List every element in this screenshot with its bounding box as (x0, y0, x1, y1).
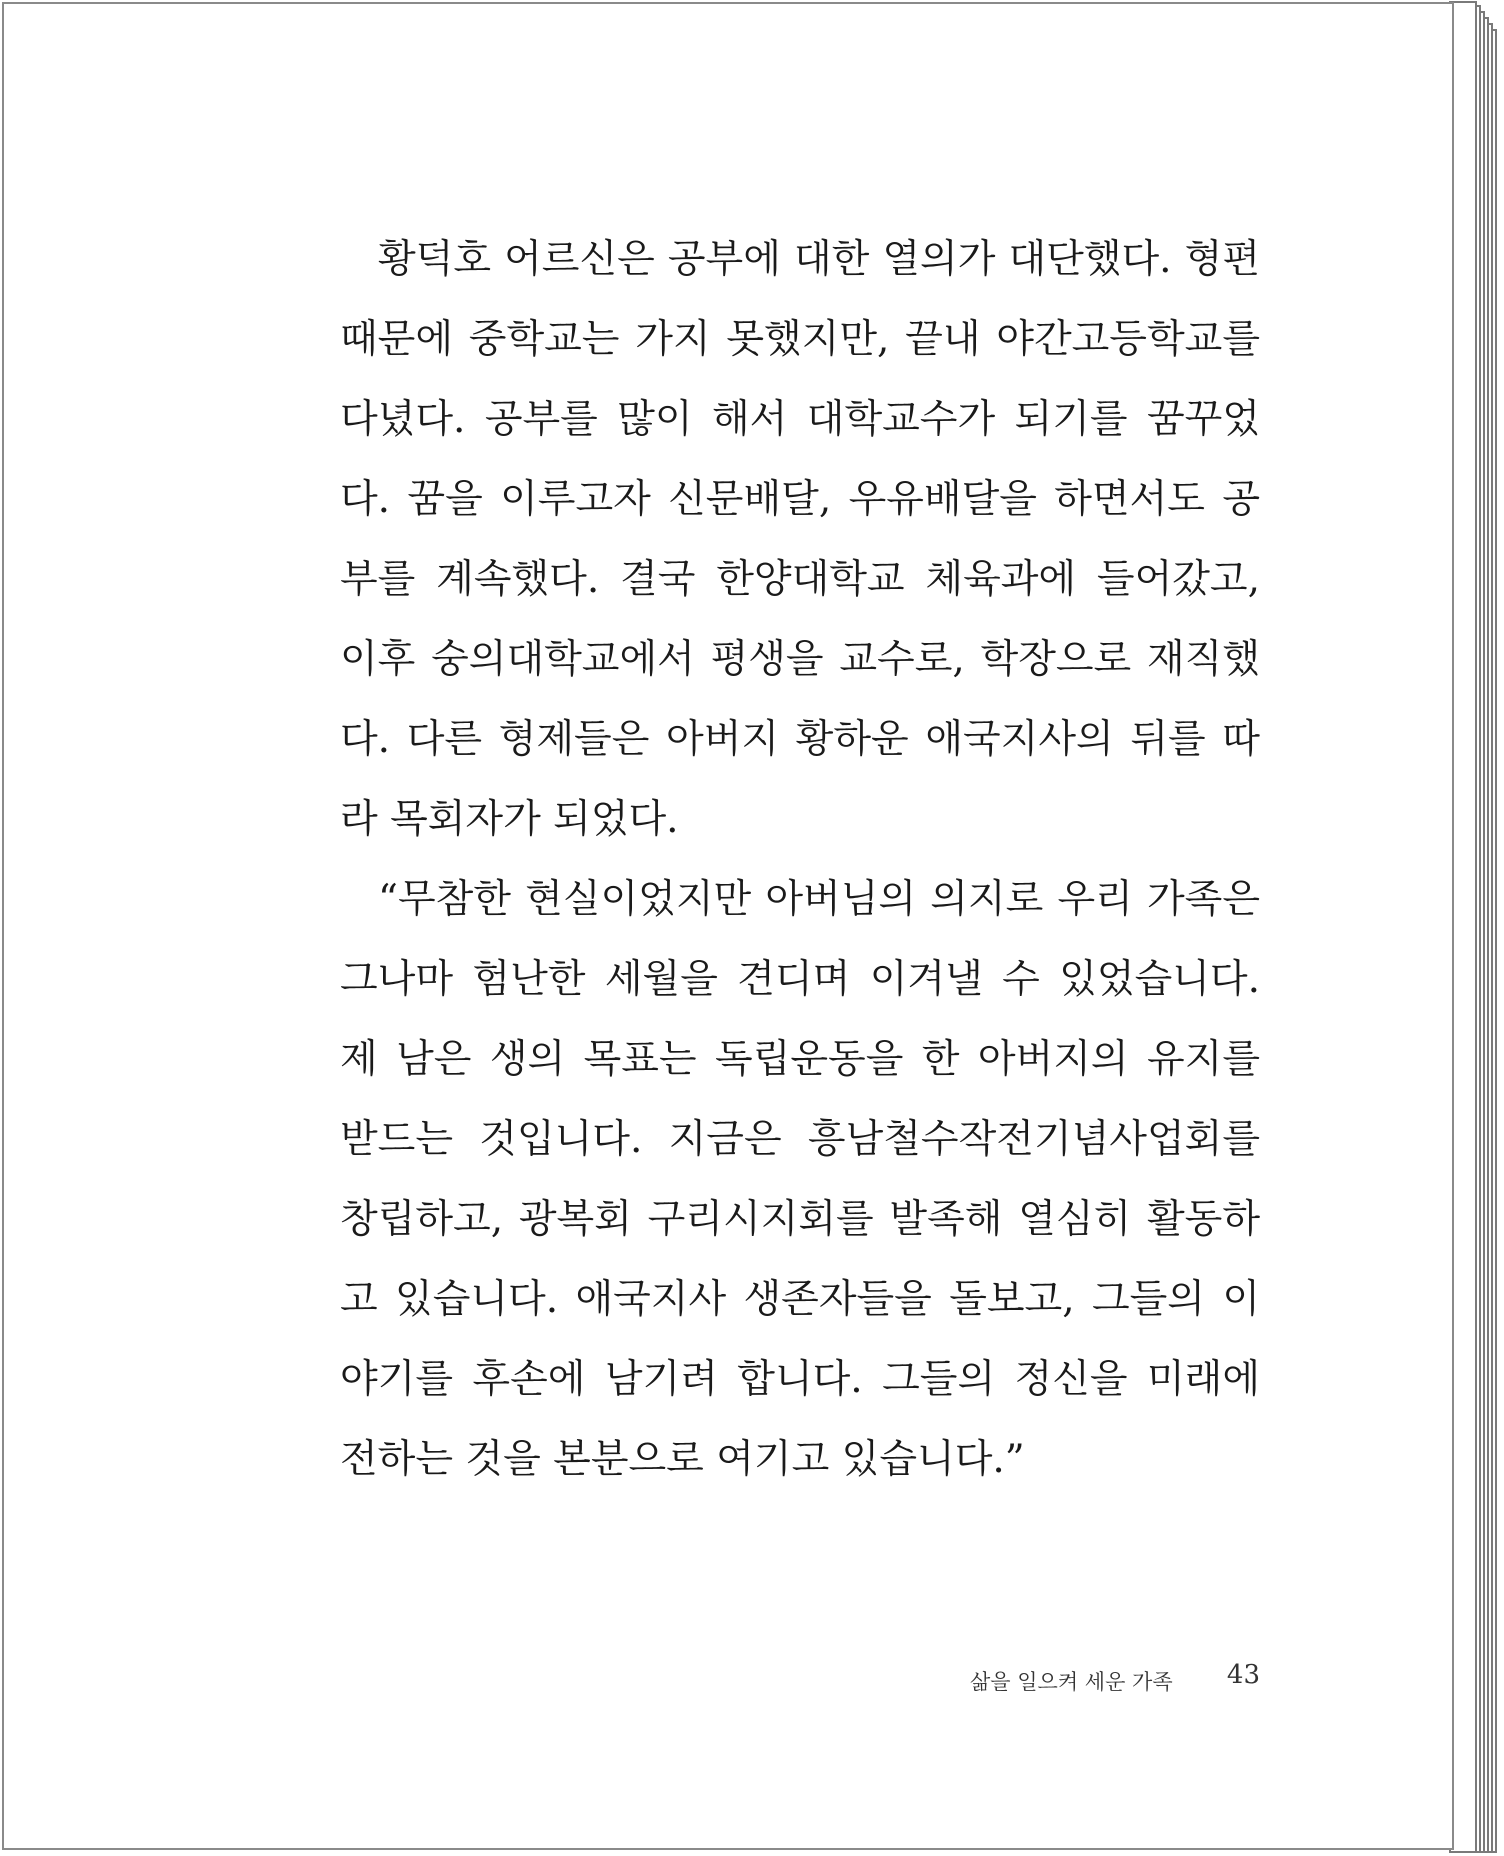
page-number: 43 (1226, 1660, 1260, 1690)
paragraph-1: 황덕호 어르신은 공부에 대한 열의가 대단했다. 형편 때문에 중학교는 가지 못했지만, 끝내 야간고등학교를 다녔다. 공부를 많이 해서 대학교수가 되기를 꿈꾸었다. 꿈을 이루고자 신문배달, 우유배달을 하면서도 공부를 계속했다. 결국 한양대학교 체육과에 들어갔고, 이후 숭의대학교에서 평생을 교수로, 학장으로 재직했다. 다른 형제들은 아버지 황하운 애국지사의 뒤를 따라 목회자가 되었다. (340, 237, 1260, 842)
page-footer (900, 1660, 1260, 1700)
paragraph-2: “무참한 현실이었지만 아버님의 의지로 우리 가족은 그나마 험난한 세월을 견디며 이겨낼 수 있었습니다. 제 남은 생의 목표는 독립운동을 한 아버지의 유지를 받드는 것입니다. 지금은 흥남철수작전기념사업회를 창립하고, 광복회 구리시지회를 발족해 열심히 활동하고 있습니다. 애국지사 생존자들을 돌보고, 그들의 이야기를 후손에 남기려 합니다. 그들의 정신을 미래에 전하는 것을 본분으로 여기고 있습니다.” (340, 877, 1260, 1482)
body-text (340, 220, 1260, 1500)
running-title: 삶을 일으켜 세운 가족 (970, 1670, 1173, 1694)
